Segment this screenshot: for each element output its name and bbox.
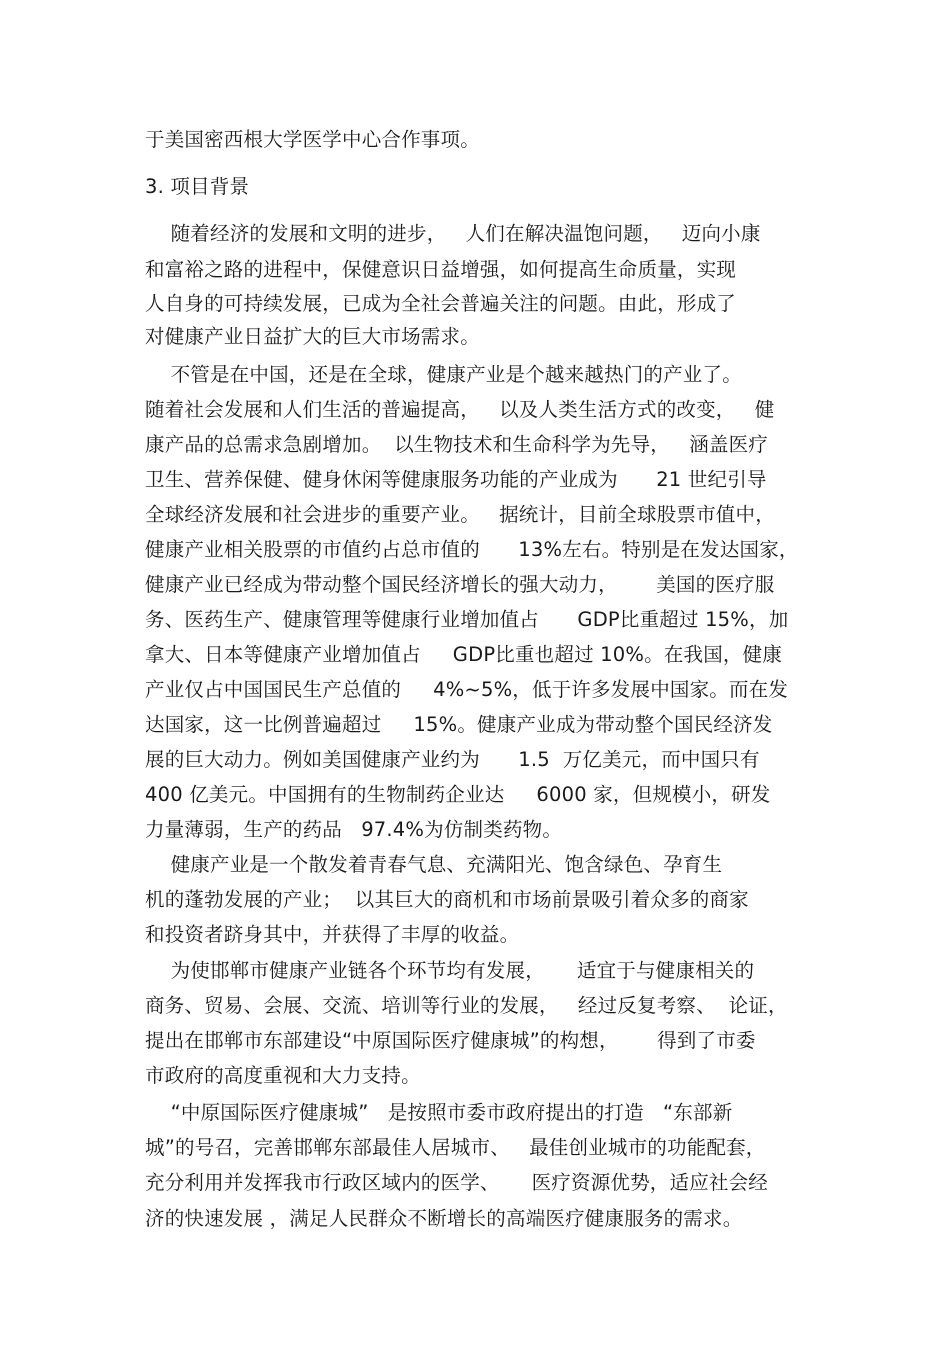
text-line: 市政府的高度重视和大力支持。 bbox=[145, 1064, 421, 1087]
text-line: 达国家，这一比例普遍超过 15%。健康产业成为带动整个国民经济发 bbox=[145, 713, 773, 736]
text-line: 机的蓬勃发展的产业； 以其巨大的商机和市场前景吸引着众多的商家 bbox=[145, 888, 749, 911]
text-line: 康产品的总需求急剧增加。 以生物技术和生命科学为先导， 涵盖医疗 bbox=[145, 433, 768, 456]
text-line: 卫生、营养保健、健身休闲等健康服务功能的产业成为 21 世纪引导 bbox=[145, 468, 767, 491]
text-line: 健康产业是一个散发着青春气息、充满阳光、饱含绿色、孕育生 bbox=[145, 853, 723, 876]
text-line: 不管是在中国，还是在全球，健康产业是个越来越热门的产业了。 bbox=[145, 363, 742, 386]
text-line: 拿大、日本等健康产业增加值占 GDP比重也超过 10%。在我国，健康 bbox=[145, 643, 783, 666]
text-line: 提出在邯郸市东部建设“中原国际医疗健康城”的构想， 得到了市委 bbox=[145, 1029, 756, 1052]
text-line: 商务、贸易、会展、交流、培训等行业的发展， 经过反复考察、 论证， bbox=[145, 994, 788, 1017]
text-line: 力量薄弱，生产的药品 97.4%为仿制类药物。 bbox=[145, 818, 563, 841]
text-line: “中原国际医疗健康城” 是按照市委市政府提出的打造 “东部新 bbox=[145, 1101, 733, 1124]
text-line: 健康产业相关股票的市值约占总市值的 13%左右。特别是在发达国家， bbox=[145, 538, 799, 561]
text-line: 随着社会发展和人们生活的普遍提高， 以及人类生活方式的改变， 健 bbox=[145, 398, 775, 421]
text-line: 充分利用并发挥我市行政区域内的医学、 医疗资源优势，适应社会经 bbox=[145, 1171, 768, 1194]
text-line: 为使邯郸市健康产业链各个环节均有发展， 适宜于与健康相关的 bbox=[145, 959, 755, 982]
text-line: 和投资者跻身其中，并获得了丰厚的收益。 bbox=[145, 923, 520, 946]
text-line: 济的快速发展 ，满足人民群众不断增长的高端医疗健康服务的需求。 bbox=[145, 1207, 743, 1230]
text-line: 和富裕之路的进程中，保健意识日益增强，如何提高生命质量，实现 bbox=[145, 258, 737, 281]
text-line: 人自身的可持续发展，已成为全社会普遍关注的问题。由此，形成了 bbox=[145, 292, 737, 315]
text-line: 对健康产业日益扩大的巨大市场需求。 bbox=[145, 325, 480, 348]
text-line: 于美国密西根大学医学中心合作事项。 bbox=[145, 128, 480, 151]
section-heading: 3. 项目背景 bbox=[145, 175, 250, 198]
text-line: 随着经济的发展和文明的进步， 人们在解决温饱问题， 迈向小康 bbox=[145, 222, 761, 245]
text-line: 务、医药生产、健康管理等健康行业增加值占 GDP比重超过 15%，加 bbox=[145, 608, 789, 631]
text-line: 400 亿美元。中国拥有的生物制药企业达 6000 家，但规模小，研发 bbox=[145, 783, 771, 806]
text-line: 城”的号召，完善邯郸东部最佳人居城市、 最佳创业城市的功能配套， bbox=[145, 1136, 766, 1159]
text-line: 展的巨大动力。例如美国健康产业约为 1.5 万亿美元，而中国只有 bbox=[145, 748, 760, 771]
text-line: 全球经济发展和社会进步的重要产业。 据统计，目前全球股票市值中， bbox=[145, 503, 775, 526]
text-line: 健康产业已经成为带动整个国民经济增长的强大动力， 美国的医疗服 bbox=[145, 573, 775, 596]
text-line: 产业仅占中国国民生产总值的 4%~5%，低于许多发展中国家。而在发 bbox=[145, 678, 789, 701]
